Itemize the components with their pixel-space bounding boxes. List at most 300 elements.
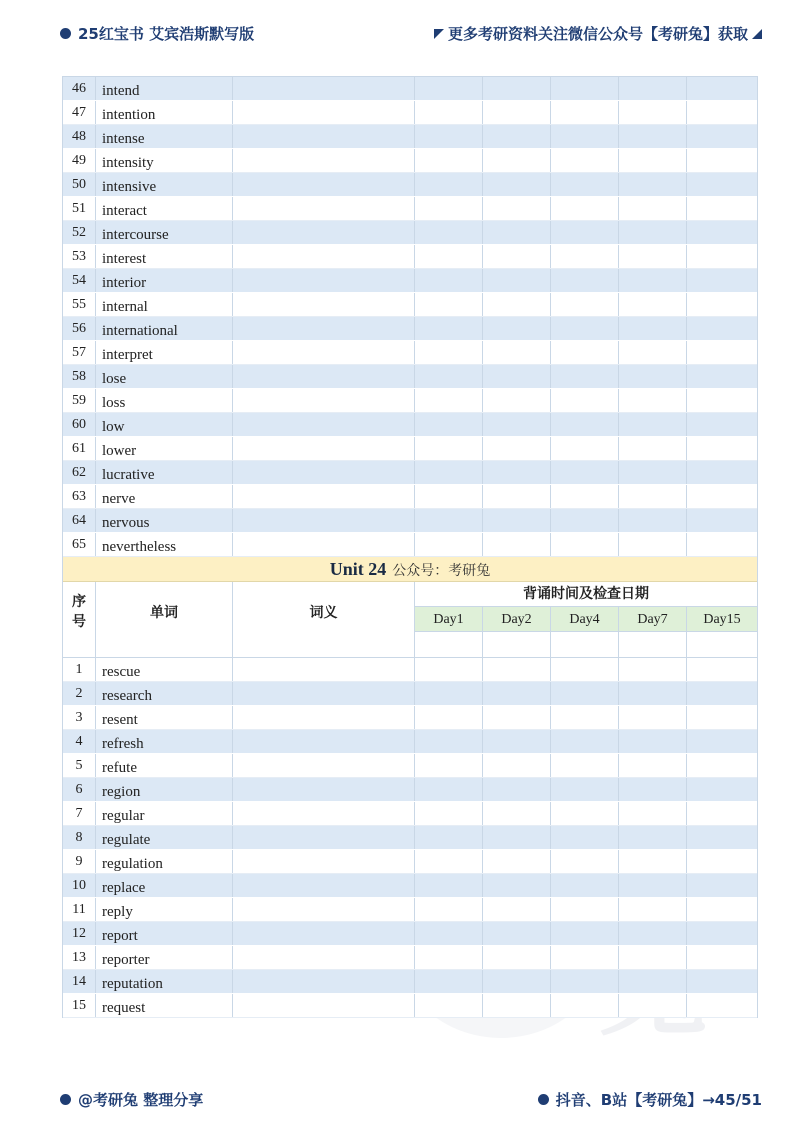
row-number: 2 <box>63 682 96 705</box>
row-day7 <box>619 850 687 873</box>
row-definition <box>233 730 415 753</box>
row-number: 62 <box>63 461 96 484</box>
row-day1 <box>415 730 483 753</box>
row-day15 <box>687 341 757 364</box>
table-row <box>63 874 757 898</box>
row-day2 <box>483 293 551 316</box>
row-day7 <box>619 245 687 268</box>
row-definition <box>233 778 415 801</box>
table-row <box>63 101 757 125</box>
row-day2 <box>483 898 551 921</box>
row-definition <box>233 802 415 825</box>
table-row <box>63 197 757 221</box>
table-row <box>63 850 757 874</box>
row-number: 47 <box>63 101 96 124</box>
header-definition: 词义 <box>233 582 415 657</box>
footer-right <box>538 1089 762 1110</box>
row-day1 <box>415 341 483 364</box>
row-day15 <box>687 293 757 316</box>
row-day1 <box>415 365 483 388</box>
row-day2 <box>483 970 551 993</box>
row-day15 <box>687 437 757 460</box>
row-day7 <box>619 197 687 220</box>
table-row <box>63 389 757 413</box>
row-definition <box>233 994 415 1017</box>
row-number: 49 <box>63 149 96 172</box>
row-word: regulate <box>96 826 233 849</box>
row-day2 <box>483 778 551 801</box>
row-day2 <box>483 682 551 705</box>
row-day15 <box>687 946 757 969</box>
row-day1 <box>415 754 483 777</box>
row-day2 <box>483 341 551 364</box>
row-day15 <box>687 365 757 388</box>
row-day15 <box>687 77 757 100</box>
table-row <box>63 317 757 341</box>
row-day15 <box>687 245 757 268</box>
row-day15 <box>687 509 757 532</box>
row-number: 13 <box>63 946 96 969</box>
row-day4 <box>551 149 619 172</box>
row-number: 46 <box>63 77 96 100</box>
row-definition <box>233 461 415 484</box>
row-definition <box>233 874 415 897</box>
row-day2 <box>483 317 551 340</box>
row-word: intend <box>96 77 233 100</box>
row-number: 4 <box>63 730 96 753</box>
row-word: reporter <box>96 946 233 969</box>
row-number: 6 <box>63 778 96 801</box>
header-word: 单词 <box>96 582 233 657</box>
row-word: intensity <box>96 149 233 172</box>
row-definition <box>233 485 415 508</box>
row-day2 <box>483 437 551 460</box>
row-day1 <box>415 898 483 921</box>
row-definition <box>233 125 415 148</box>
row-day7 <box>619 149 687 172</box>
table-row <box>63 706 757 730</box>
table-row <box>63 245 757 269</box>
row-day4 <box>551 754 619 777</box>
row-day1 <box>415 802 483 825</box>
row-word: region <box>96 778 233 801</box>
row-day1 <box>415 269 483 292</box>
row-number: 56 <box>63 317 96 340</box>
row-day15 <box>687 533 757 556</box>
row-word: lucrative <box>96 461 233 484</box>
row-word: intercourse <box>96 221 233 244</box>
book-title: 25红宝书 艾宾浩斯默写版 <box>78 24 255 43</box>
row-definition <box>233 898 415 921</box>
row-day1 <box>415 778 483 801</box>
row-day2 <box>483 485 551 508</box>
row-day7 <box>619 994 687 1017</box>
row-day7 <box>619 77 687 100</box>
header-review-title: 背诵时间及检查日期 <box>415 582 757 607</box>
row-day2 <box>483 149 551 172</box>
row-word: research <box>96 682 233 705</box>
row-word: loss <box>96 389 233 412</box>
row-day15 <box>687 658 757 681</box>
row-day7 <box>619 754 687 777</box>
row-day7 <box>619 365 687 388</box>
table-row <box>63 509 757 533</box>
header-day7: Day7 <box>619 607 687 631</box>
row-day1 <box>415 389 483 412</box>
unit-23-rows <box>63 77 757 557</box>
table-row <box>63 994 757 1018</box>
row-number: 5 <box>63 754 96 777</box>
row-day1 <box>415 658 483 681</box>
row-day4 <box>551 874 619 897</box>
row-day7 <box>619 293 687 316</box>
row-day4 <box>551 658 619 681</box>
row-day4 <box>551 922 619 945</box>
row-day7 <box>619 778 687 801</box>
header-right <box>434 23 762 44</box>
row-day2 <box>483 994 551 1017</box>
row-definition <box>233 389 415 412</box>
header-serial: 序 号 <box>63 582 96 657</box>
header-blank <box>415 632 757 657</box>
row-definition <box>233 850 415 873</box>
header-days <box>415 607 757 632</box>
row-number: 12 <box>63 922 96 945</box>
row-day15 <box>687 778 757 801</box>
row-day1 <box>415 485 483 508</box>
row-day15 <box>687 706 757 729</box>
row-day7 <box>619 970 687 993</box>
row-day4 <box>551 293 619 316</box>
row-day1 <box>415 149 483 172</box>
row-day2 <box>483 706 551 729</box>
row-day4 <box>551 437 619 460</box>
row-day4 <box>551 485 619 508</box>
row-word: interest <box>96 245 233 268</box>
row-definition <box>233 706 415 729</box>
row-day4 <box>551 509 619 532</box>
row-day1 <box>415 946 483 969</box>
header-day2: Day2 <box>483 607 551 631</box>
row-word: reply <box>96 898 233 921</box>
row-number: 7 <box>63 802 96 825</box>
row-day7 <box>619 437 687 460</box>
row-day4 <box>551 682 619 705</box>
row-day7 <box>619 802 687 825</box>
row-day2 <box>483 245 551 268</box>
row-number: 51 <box>63 197 96 220</box>
row-day15 <box>687 682 757 705</box>
table-row <box>63 437 757 461</box>
row-word: intention <box>96 101 233 124</box>
row-number: 55 <box>63 293 96 316</box>
row-day1 <box>415 173 483 196</box>
row-day15 <box>687 850 757 873</box>
row-day4 <box>551 946 619 969</box>
row-day4 <box>551 341 619 364</box>
row-word: regular <box>96 802 233 825</box>
row-definition <box>233 682 415 705</box>
table-row <box>63 365 757 389</box>
row-day4 <box>551 730 619 753</box>
row-number: 64 <box>63 509 96 532</box>
row-word: nerve <box>96 485 233 508</box>
row-day15 <box>687 874 757 897</box>
row-definition <box>233 970 415 993</box>
row-day15 <box>687 413 757 436</box>
row-definition <box>233 365 415 388</box>
row-day2 <box>483 874 551 897</box>
row-word: lose <box>96 365 233 388</box>
row-day15 <box>687 125 757 148</box>
row-day15 <box>687 970 757 993</box>
row-day15 <box>687 461 757 484</box>
row-definition <box>233 77 415 100</box>
row-day1 <box>415 970 483 993</box>
vocab-table <box>62 76 758 1018</box>
row-day4 <box>551 365 619 388</box>
row-number: 58 <box>63 365 96 388</box>
table-row <box>63 485 757 509</box>
row-day1 <box>415 413 483 436</box>
row-day15 <box>687 898 757 921</box>
row-word: request <box>96 994 233 1017</box>
row-day4 <box>551 125 619 148</box>
table-row <box>63 826 757 850</box>
unit-banner <box>63 557 757 582</box>
row-number: 3 <box>63 706 96 729</box>
row-definition <box>233 317 415 340</box>
table-row <box>63 125 757 149</box>
unit-24-rows <box>63 658 757 1018</box>
row-day15 <box>687 101 757 124</box>
row-definition <box>233 509 415 532</box>
row-definition <box>233 245 415 268</box>
row-day1 <box>415 101 483 124</box>
row-day2 <box>483 826 551 849</box>
row-day1 <box>415 706 483 729</box>
row-day1 <box>415 293 483 316</box>
row-day1 <box>415 682 483 705</box>
row-day4 <box>551 413 619 436</box>
table-row <box>63 802 757 826</box>
row-day4 <box>551 197 619 220</box>
row-word: reputation <box>96 970 233 993</box>
bullet-dot-icon <box>60 1094 71 1105</box>
header-day1: Day1 <box>415 607 483 631</box>
row-definition <box>233 658 415 681</box>
row-day7 <box>619 341 687 364</box>
row-word: replace <box>96 874 233 897</box>
table-row <box>63 946 757 970</box>
row-day4 <box>551 802 619 825</box>
row-day7 <box>619 269 687 292</box>
row-day2 <box>483 221 551 244</box>
row-day7 <box>619 658 687 681</box>
row-day7 <box>619 413 687 436</box>
row-day15 <box>687 197 757 220</box>
row-word: regulation <box>96 850 233 873</box>
page-header <box>60 22 762 44</box>
row-word: intense <box>96 125 233 148</box>
row-day2 <box>483 461 551 484</box>
table-row <box>63 922 757 946</box>
row-word: nervous <box>96 509 233 532</box>
table-row <box>63 413 757 437</box>
row-day7 <box>619 706 687 729</box>
unit-subtitle: 公众号：考研兔 <box>392 563 491 579</box>
header-day4: Day4 <box>551 607 619 631</box>
row-day15 <box>687 269 757 292</box>
row-definition <box>233 341 415 364</box>
row-day4 <box>551 461 619 484</box>
row-word: interpret <box>96 341 233 364</box>
row-day4 <box>551 898 619 921</box>
row-day7 <box>619 946 687 969</box>
row-day4 <box>551 994 619 1017</box>
row-day7 <box>619 509 687 532</box>
row-day1 <box>415 125 483 148</box>
table-row <box>63 533 757 557</box>
table-row <box>63 269 757 293</box>
row-day4 <box>551 317 619 340</box>
row-number: 61 <box>63 437 96 460</box>
row-word: international <box>96 317 233 340</box>
row-day15 <box>687 802 757 825</box>
row-definition <box>233 754 415 777</box>
table-row <box>63 754 757 778</box>
row-day7 <box>619 125 687 148</box>
row-day7 <box>619 898 687 921</box>
row-day1 <box>415 77 483 100</box>
row-day7 <box>619 485 687 508</box>
row-definition <box>233 437 415 460</box>
row-day7 <box>619 922 687 945</box>
row-number: 50 <box>63 173 96 196</box>
row-day2 <box>483 730 551 753</box>
table-row <box>63 77 757 101</box>
row-day15 <box>687 730 757 753</box>
row-day2 <box>483 946 551 969</box>
row-day7 <box>619 533 687 556</box>
row-day7 <box>619 221 687 244</box>
row-day15 <box>687 485 757 508</box>
row-day4 <box>551 533 619 556</box>
row-day2 <box>483 365 551 388</box>
row-definition <box>233 413 415 436</box>
row-day4 <box>551 389 619 412</box>
row-day7 <box>619 173 687 196</box>
row-day2 <box>483 922 551 945</box>
row-day7 <box>619 730 687 753</box>
row-day1 <box>415 245 483 268</box>
row-word: refresh <box>96 730 233 753</box>
table-row <box>63 970 757 994</box>
row-number: 52 <box>63 221 96 244</box>
row-number: 14 <box>63 970 96 993</box>
unit-title: Unit 24 <box>329 559 387 579</box>
promo-text: 更多考研资料关注微信公众号【考研兔】获取 <box>447 24 748 43</box>
row-word: intensive <box>96 173 233 196</box>
row-number: 53 <box>63 245 96 268</box>
row-day15 <box>687 754 757 777</box>
row-day4 <box>551 778 619 801</box>
row-word: refute <box>96 754 233 777</box>
row-word: nevertheless <box>96 533 233 556</box>
row-day1 <box>415 221 483 244</box>
row-day2 <box>483 77 551 100</box>
row-day15 <box>687 149 757 172</box>
row-day7 <box>619 317 687 340</box>
row-day1 <box>415 437 483 460</box>
row-number: 65 <box>63 533 96 556</box>
row-word: resent <box>96 706 233 729</box>
row-day1 <box>415 826 483 849</box>
row-day7 <box>619 461 687 484</box>
row-definition <box>233 533 415 556</box>
row-number: 9 <box>63 850 96 873</box>
header-left <box>60 23 254 44</box>
row-day2 <box>483 850 551 873</box>
row-day15 <box>687 922 757 945</box>
row-day1 <box>415 317 483 340</box>
table-row <box>63 778 757 802</box>
table-header <box>63 582 757 658</box>
bullet-dot-icon <box>60 28 71 39</box>
row-day7 <box>619 874 687 897</box>
row-definition <box>233 269 415 292</box>
row-definition <box>233 946 415 969</box>
row-word: interact <box>96 197 233 220</box>
row-number: 57 <box>63 341 96 364</box>
row-day1 <box>415 197 483 220</box>
row-day1 <box>415 533 483 556</box>
table-row <box>63 341 757 365</box>
bullet-dot-icon <box>538 1094 549 1105</box>
row-day1 <box>415 509 483 532</box>
row-day7 <box>619 682 687 705</box>
row-day7 <box>619 826 687 849</box>
footer-credit: @考研兔 整理分享 <box>78 1090 204 1109</box>
row-day2 <box>483 269 551 292</box>
row-definition <box>233 221 415 244</box>
row-word: lower <box>96 437 233 460</box>
row-word: interior <box>96 269 233 292</box>
triangle-right-icon <box>752 29 762 39</box>
page-number: 抖音、B站【考研兔】→45/51 <box>555 1090 762 1109</box>
row-day2 <box>483 413 551 436</box>
row-day1 <box>415 850 483 873</box>
row-day4 <box>551 970 619 993</box>
row-day2 <box>483 802 551 825</box>
row-definition <box>233 293 415 316</box>
table-row <box>63 149 757 173</box>
row-day2 <box>483 173 551 196</box>
row-number: 8 <box>63 826 96 849</box>
row-day7 <box>619 101 687 124</box>
row-number: 1 <box>63 658 96 681</box>
table-row <box>63 682 757 706</box>
table-row <box>63 898 757 922</box>
row-day2 <box>483 101 551 124</box>
table-row <box>63 221 757 245</box>
row-day15 <box>687 173 757 196</box>
row-definition <box>233 101 415 124</box>
row-day2 <box>483 658 551 681</box>
table-row <box>63 658 757 682</box>
table-row <box>63 293 757 317</box>
row-word: low <box>96 413 233 436</box>
